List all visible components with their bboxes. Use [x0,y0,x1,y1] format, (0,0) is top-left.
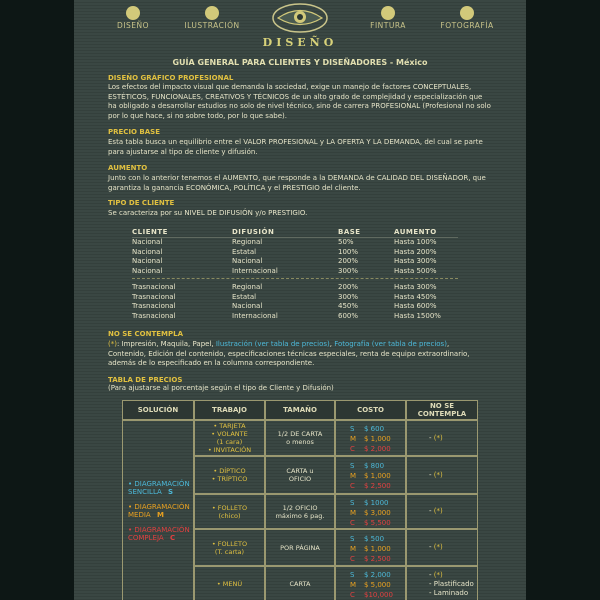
cost-value: $ 1000 [364,498,389,507]
bullet-icon: • [128,479,135,488]
heading-aumento: AUMENTO [108,164,148,172]
table-cell: Regional [232,238,263,246]
asterisk-mark: (*) [433,543,443,551]
column-header [265,400,335,420]
column-header: CLIENTE [132,228,168,236]
solution-label: DIAGRAMACIÓN COMPLEJA [128,525,190,542]
main-panel [74,0,526,600]
solution-item [128,526,193,543]
costo-cell [335,566,406,600]
no-contempla-cell [406,566,478,600]
asterisk-mark: (*) [433,470,443,479]
asterisk-mark: (*) [433,507,443,515]
trabajo-cell [194,566,265,600]
solution-item [128,480,193,497]
cost-line [350,444,391,454]
cost-value: $ 800 [364,462,385,470]
table-row [132,312,458,321]
cost-level: M [350,544,357,553]
no-contempla-cell [406,420,478,456]
table-cell: Hasta 1500% [394,311,441,320]
header-label: TAMAÑO [283,406,317,414]
table-cell: Estatal [232,292,257,301]
asterisk-mark: (*) [108,340,117,348]
no-contempla-item: - Laminado [429,588,469,597]
table-cell: Hasta 300% [394,283,437,291]
table-row [132,238,458,247]
nav-dot-fotografia[interactable] [460,6,474,20]
solution-cell [122,420,194,600]
tamano-line: o menos [286,438,314,446]
trabajo-line: • FOLLETO [211,539,248,548]
no-contempla-cell [406,494,478,529]
cost-level: S [350,425,355,433]
no-contempla-item: - Plastificado [429,579,474,588]
cost-value: $ 2,500 [364,482,391,490]
tamano-line: OFICIO [288,475,312,483]
tamano-cell [265,456,335,494]
column-header [122,400,194,420]
table-cell: Trasnacional [132,302,176,310]
trabajo-line: • TARJETA [213,422,246,430]
text-line: además de lo especificado en la columna correspondiente. [108,359,315,367]
column-header [335,400,406,420]
eye-logo-icon[interactable] [270,2,330,34]
tamano-line: POR PÁGINA [280,543,320,552]
cost-level: C [350,445,355,453]
solution-letter: C [169,534,176,542]
cost-line [350,534,384,544]
table-cell: 300% [338,292,359,301]
cost-level: C [350,554,355,563]
link-ilustracion[interactable]: Ilustración (ver tabla de precios) [215,340,330,348]
text-line: (Para ajustarse al porcentaje según el tipo de Cliente y Difusión) [108,384,334,392]
tamano-line: CARTA u [286,467,314,475]
divider [132,278,458,279]
column-header: BASE [338,228,361,236]
trabajo-line: (T. carta) [214,547,245,556]
column-header: AUMENTO [394,228,437,236]
nav-item-fotografia[interactable]: FOTOGRAFÍA [440,21,494,30]
cost-level: C [350,482,355,490]
trabajo-line: • VOLANTE [211,430,248,438]
table-row [132,257,458,266]
trabajo-cell [194,420,265,456]
text-line: Se caracteriza por su NIVEL DE DIFUSIÓN y/o PRESTIGIO. [108,209,308,217]
heading-diseno: DISEÑO GRÁFICO PROFESIONAL [108,74,234,82]
page-title: GUÍA GENERAL PARA CLIENTES Y DISEÑADORES - México [172,58,428,67]
nav-item-pintura[interactable]: FINTURA [370,21,406,30]
cost-line [350,508,391,518]
header-label: NO SE CONTEMPLA [417,402,467,418]
costo-cell [335,529,406,566]
table-cell: 200% [338,257,359,265]
cost-line [350,471,391,481]
nav-dot-pintura[interactable] [381,6,395,20]
trabajo-line: • INVITACIÓN [207,446,252,454]
text-line: por lo que hace, si no sobre todo, por lo que sabe). [108,111,287,120]
nav-dot-ilustracion[interactable] [205,6,219,20]
tamano-line: 1/2 OFICIO [282,503,318,512]
table-cell: Internacional [232,266,278,275]
paragraph-aumento [108,174,494,193]
text-line: ha obligado a desarrollar estudios no solo de nivel técnico, sino de carrera PROFESIONAL (Profesional no solo [108,102,491,110]
header-label: SOLUCIÓN [137,406,179,414]
text-line: Contenido, Edición del contenido, especificaciones técnicas especiales, renta de equipo extraordinario, [108,349,470,358]
cost-value: $ 1,000 [364,544,391,553]
asterisk-mark: (*) [433,433,443,442]
heading-tabla-precios: TABLA DE PRECIOS [108,376,183,384]
cost-value: $ 1,000 [364,435,391,443]
cost-level: M [350,435,357,443]
link-fotografia[interactable]: Fotografía (ver tabla de precios) [334,340,447,348]
no-contempla-item: - (*) [429,543,443,551]
nav-item-ilustracion[interactable]: ILUSTRACIÓN [184,21,240,30]
cost-level: S [350,534,355,543]
no-contempla-item: - (*) [429,507,443,515]
solution-label: DIAGRAMACIÓN SENCILLA [128,479,190,496]
table-cell: Nacional [232,302,263,310]
text-line: garantiza la ganancia ECONÓMICA, POLÍTICA y el PRESTIGIO del cliente. [108,183,361,192]
tamano-cell [265,420,335,456]
table-cell: Estatal [232,247,257,256]
table-row [132,283,458,292]
paragraph-precio-base [108,138,494,157]
tamano-cell [265,529,335,566]
table-cell: Nacional [132,257,163,265]
table-cell: Nacional [132,238,163,246]
table-cell: Hasta 450% [394,292,437,301]
nav-dot-diseno[interactable] [126,6,140,20]
no-contempla-cell [406,529,478,566]
cost-line [350,590,393,600]
table-cell: Hasta 300% [394,257,437,265]
no-contempla-cell [406,456,478,494]
cost-value: $10,000 [364,591,393,599]
tamano-cell [265,566,335,600]
cost-level: S [350,571,355,579]
cost-value: $ 5,000 [364,581,391,589]
table-cell: 200% [338,283,359,291]
cost-value: $ 2,000 [364,445,391,453]
table-cell: Trasnacional [132,283,176,291]
cost-value: $ 2,000 [364,571,391,579]
cost-value: $ 2,500 [364,554,391,563]
excluded-items: : Impresión, Maquila, Papel, [116,340,216,348]
cost-level: M [350,581,357,589]
trabajo-line: • DÍPTICO [213,467,246,475]
column-header [406,400,478,420]
site-title: DISEÑO [262,36,338,49]
cost-value: $ 600 [364,425,385,433]
header [74,0,526,52]
trabajo-line: • MENÚ [216,580,243,588]
trabajo-line: (chico) [218,511,241,520]
asterisk-mark: (*) [433,570,443,579]
table-cell: 100% [338,247,359,256]
cost-level: S [350,498,355,507]
table-cell: Internacional [232,311,278,320]
table-cell: 450% [338,302,359,310]
cost-level: M [350,472,357,480]
separator: , [329,340,335,348]
no-contempla-item: - (*) [429,470,443,479]
text-line: Esta tabla busca un equilibrio entre el VALOR PROFESIONAL y LA OFERTA Y LA DEMANDA, del cual se parte [108,138,483,146]
costo-cell [335,456,406,494]
table-row [132,302,458,311]
no-contempla-item: - (*) [429,433,443,442]
header-label: TRABAJO [212,406,247,414]
cost-level: C [350,518,355,527]
tamano-line: 1/2 DE CARTA [277,430,323,438]
table-cell: Hasta 500% [394,266,437,275]
cost-line [350,554,391,564]
heading-no-contempla: NO SE CONTEMPLA [108,330,183,338]
costo-cell [335,420,406,456]
cost-line [350,498,389,508]
header-label: COSTO [357,406,384,414]
bullet-icon: • [128,502,135,511]
cost-line [350,580,391,590]
trabajo-cell [194,529,265,566]
paragraph-diseno [108,83,494,121]
trabajo-line: • FOLLETO [211,503,248,512]
cost-value: $ 5,500 [364,518,391,527]
cost-line [350,570,391,580]
tamano-line: máximo 6 pag. [275,511,325,520]
table-row [132,293,458,302]
cost-line [350,461,384,471]
table-cell: 50% [338,238,354,246]
cost-level: S [350,462,355,470]
table-cell: Trasnacional [132,292,176,301]
table-cell: Nacional [132,266,163,275]
table-cell: Nacional [232,257,263,265]
tamano-line: CARTA [289,580,311,588]
table-cell: 300% [338,266,359,275]
table-cell: Trasnacional [132,311,176,320]
text-line [108,340,494,350]
solution-letter: S [168,488,174,496]
cost-line [350,434,391,444]
no-contempla-item: - (*) [429,570,443,579]
table-cell: Hasta 600% [394,302,437,310]
heading-precio-base: PRECIO BASE [108,128,161,136]
separator: , [446,340,450,348]
solution-label: DIAGRAMACIÓN MEDIA [128,502,190,519]
trabajo-cell [194,456,265,494]
solution-item [128,503,193,520]
table-cell: Hasta 100% [394,238,437,246]
cost-line [350,424,384,434]
text-line: para ajustarse al tipo de cliente y difusión. [108,147,258,156]
paragraph-tabla-precios [108,384,494,394]
trabajo-line: (1 cara) [216,438,243,446]
nav-item-diseno[interactable]: DISEÑO [116,21,149,30]
trabajo-cell [194,494,265,529]
table-cell: Hasta 200% [394,247,437,256]
paragraph-no-contempla [108,340,494,369]
cost-line [350,481,391,491]
column-header [194,400,265,420]
table-row [132,267,458,276]
cost-value: $ 500 [364,534,385,543]
bullet-icon: • [128,525,135,534]
table-cell: Nacional [132,247,163,256]
column-header: DIFUSIÓN [232,228,275,236]
trabajo-line: • TRÍPTICO [211,475,248,483]
cost-value: $ 3,000 [364,508,391,517]
table-row [132,248,458,257]
tamano-cell [265,494,335,529]
table-cell: Regional [232,283,263,291]
table-cell: 600% [338,311,359,320]
cost-line [350,518,391,528]
text-line: Junto con lo anterior tenemos el AUMENTO, que responde a la DEMANDA de CALIDAD DEL DISEÑADOR, que [108,174,486,182]
costo-cell [335,494,406,529]
table-header [132,228,458,237]
solution-letter: M [156,511,164,519]
cost-line [350,544,391,554]
heading-tipo-cliente: TIPO DE CLIENTE [108,199,175,207]
paragraph-tipo-cliente [108,209,494,219]
text-line: Los efectos del impacto visual que demanda la sociedad, exige un manejo de factores CONCEPTUALES, [108,83,472,91]
cost-level: C [350,591,355,599]
cost-level: M [350,508,357,517]
text-line: ESTÉTICOS, FUNCIONALES, CREATIVOS Y TÉCNICOS de un alto grado de complejidad y especialización que [108,92,483,101]
cost-value: $ 1,000 [364,472,391,480]
